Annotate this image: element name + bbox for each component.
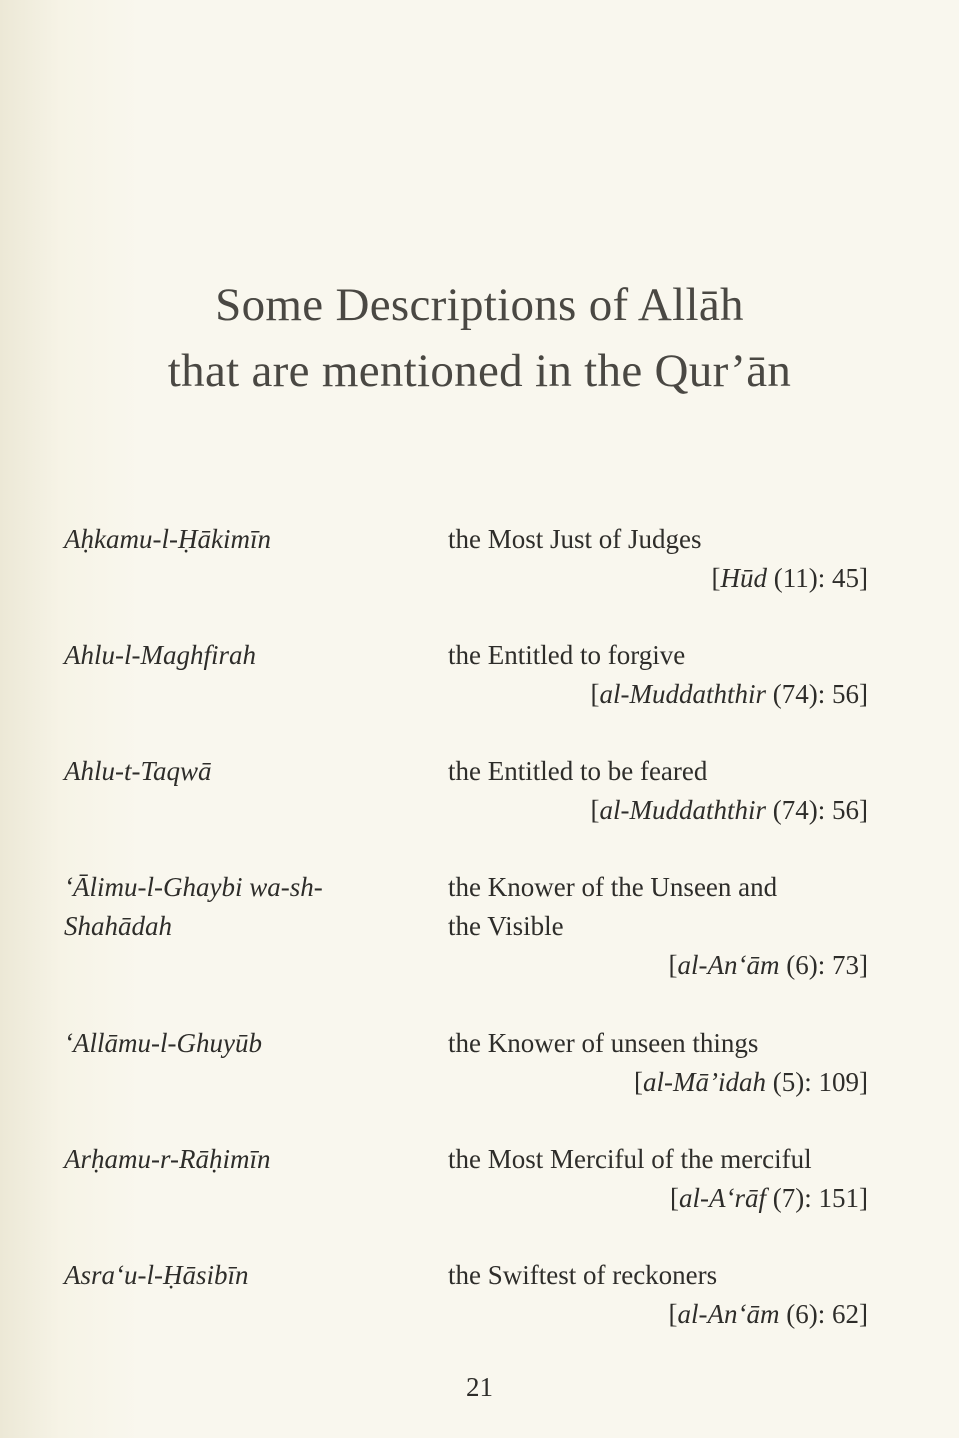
arabic-name-line: ‘Allāmu-l-Ghuyūb: [64, 1028, 262, 1058]
meaning: [448, 752, 868, 830]
quran-reference: [al-An‘ām (6): 62]: [668, 1299, 868, 1329]
arabic-name: [64, 636, 384, 675]
surah-name: al-An‘ām: [677, 1299, 780, 1329]
arabic-name: [64, 1256, 384, 1295]
surah-name: al-Muddaththir: [599, 795, 767, 825]
meaning-line: the Swiftest of reckoners: [448, 1260, 718, 1290]
surah-name: al-Muddaththir: [599, 679, 767, 709]
descriptions-list: [0, 520, 959, 1372]
meaning: [448, 1140, 868, 1218]
meaning: [448, 1024, 868, 1102]
arabic-name-line: Asra‘u-l-Ḥāsibīn: [64, 1260, 249, 1290]
meaning-line: the Visible: [448, 911, 564, 941]
title-line-2: that are mentioned in the Qur’ān: [167, 345, 792, 397]
list-item: [0, 1256, 959, 1372]
meaning: [448, 636, 868, 714]
meaning: [448, 868, 868, 985]
meaning-line: the Most Merciful of the merciful: [448, 1144, 812, 1174]
arabic-name: [64, 868, 384, 946]
list-item: [0, 1140, 959, 1256]
arabic-name: [64, 1024, 384, 1063]
meaning-line: the Most Just of Judges: [448, 524, 702, 554]
quran-reference: [al-A‘rāf (7): 151]: [670, 1183, 868, 1213]
arabic-name-line: Ahlu-l-Maghfirah: [64, 640, 256, 670]
meaning: [448, 1256, 868, 1334]
arabic-name-line: Shahādah: [64, 911, 172, 941]
page-number: 21: [466, 1372, 493, 1402]
meaning-line: the Knower of the Unseen and: [448, 872, 778, 902]
list-item: [0, 520, 959, 636]
title-line-1: Some Descriptions of Allāh: [215, 279, 744, 331]
meaning-line: the Entitled to forgive: [448, 640, 686, 670]
surah-name: al-Mā’idah: [643, 1067, 767, 1097]
arabic-name-line: Arḥamu-r-Rāḥimīn: [64, 1144, 271, 1174]
list-item: [0, 868, 959, 1024]
surah-name: al-A‘rāf: [679, 1183, 767, 1213]
list-item: [0, 636, 959, 752]
arabic-name: [64, 520, 384, 559]
quran-reference: [al-Muddaththir (74): 56]: [590, 795, 868, 825]
surah-name: al-An‘ām: [677, 950, 780, 980]
quran-reference: [al-An‘ām (6): 73]: [668, 950, 868, 980]
arabic-name: [64, 1140, 384, 1179]
list-item: [0, 1024, 959, 1140]
surah-name: Hūd: [720, 563, 768, 593]
page-title: [0, 272, 959, 404]
list-item: [0, 752, 959, 868]
arabic-name-line: Aḥkamu-l-Ḥākimīn: [64, 524, 271, 554]
meaning: [448, 520, 868, 598]
quran-reference: [al-Muddaththir (74): 56]: [590, 679, 868, 709]
meaning-line: the Entitled to be feared: [448, 756, 708, 786]
quran-reference: [Hūd (11): 45]: [711, 563, 868, 593]
arabic-name-line: Ahlu-t-Taqwā: [64, 756, 212, 786]
arabic-name: [64, 752, 384, 791]
meaning-line: the Knower of unseen things: [448, 1028, 759, 1058]
quran-reference: [al-Mā’idah (5): 109]: [634, 1067, 868, 1097]
arabic-name-line: ‘Ālimu-l-Ghaybi wa-sh-: [64, 872, 323, 902]
